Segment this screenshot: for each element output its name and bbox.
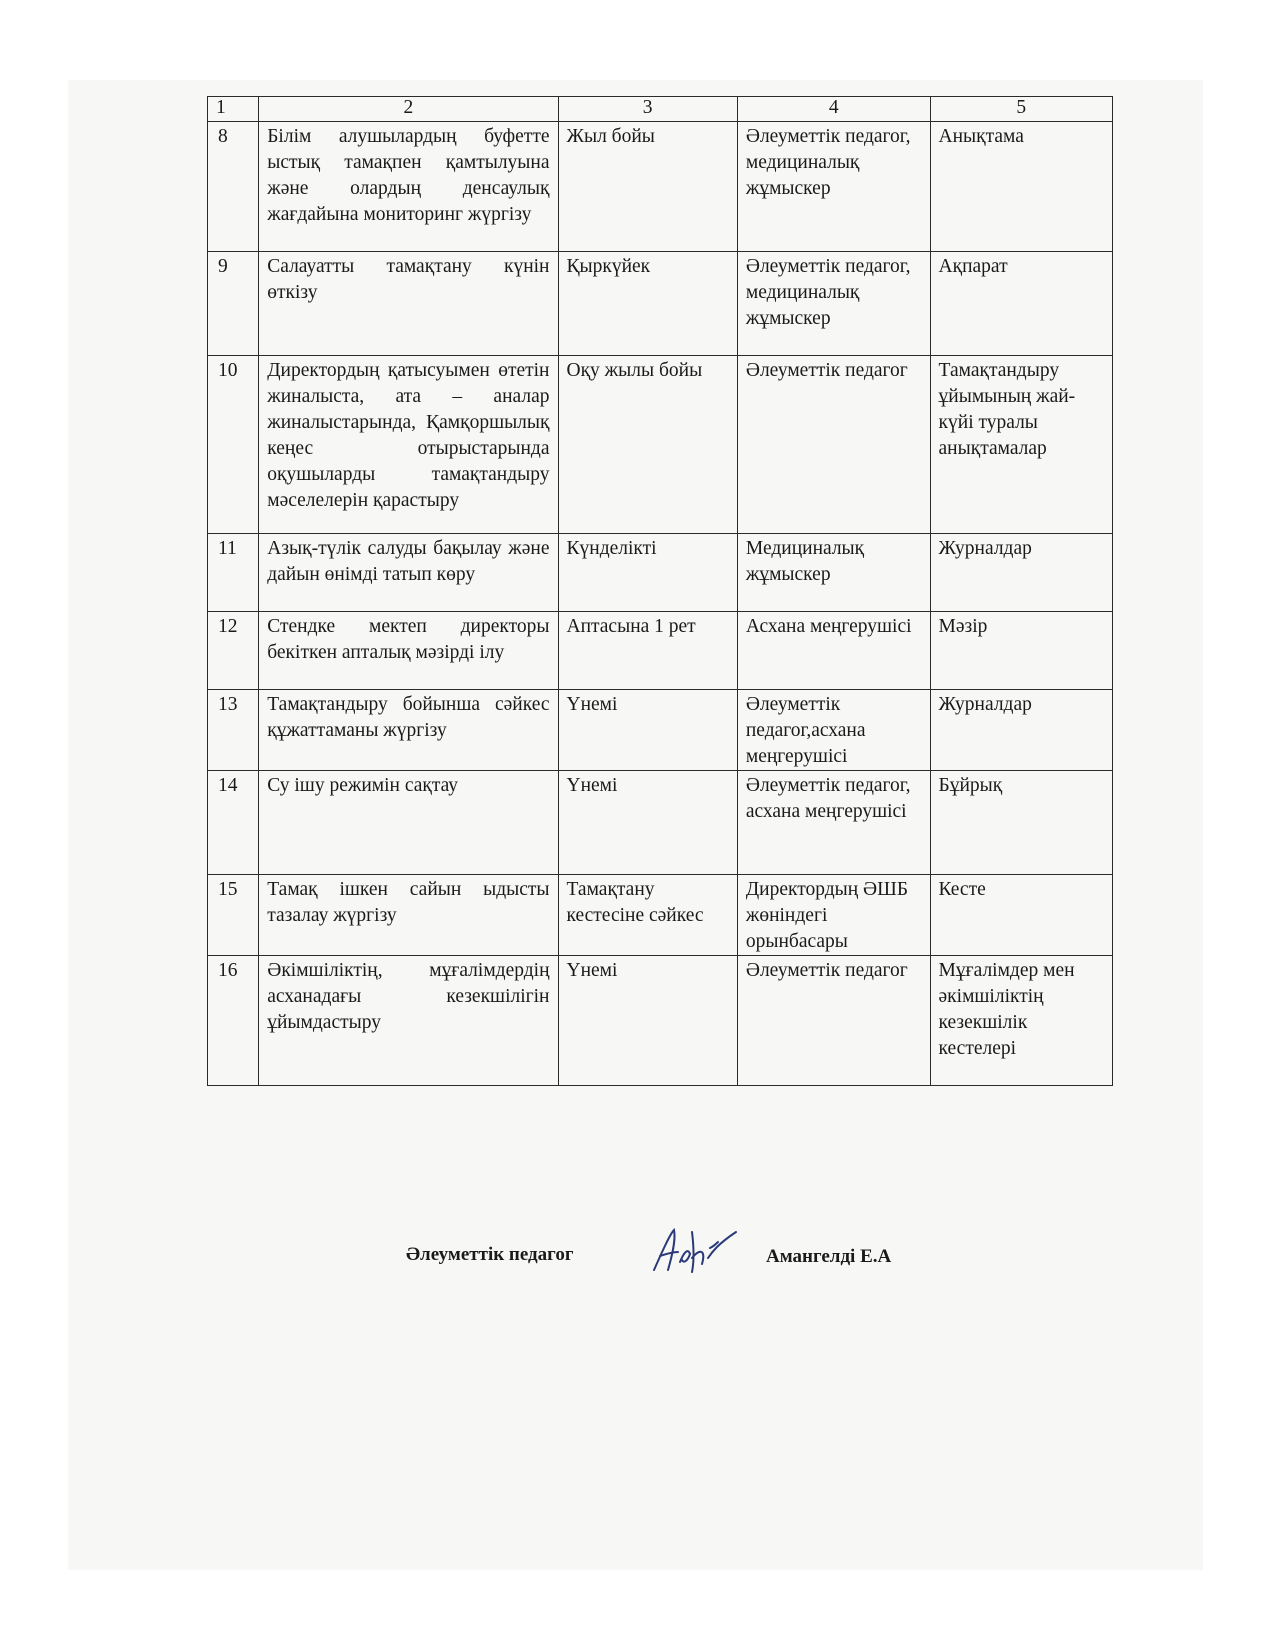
header-cell: 5	[930, 97, 1112, 122]
row-time: Үнемі	[558, 690, 737, 771]
row-number: 14	[208, 771, 259, 875]
signature-block	[0, 1232, 1275, 1292]
table-row	[208, 690, 1113, 771]
row-result: Журналдар	[930, 690, 1112, 771]
row-task: Азық-түлік салуды бақылау және дайын өнімді татып көру	[259, 534, 558, 612]
row-responsible: Әлеуметтік педагог	[737, 956, 930, 1086]
row-number: 11	[208, 534, 259, 612]
row-responsible: Асхана меңгерушісі	[737, 612, 930, 690]
row-result: Мұғалімдер мен әкімшіліктің кезекшілік кестелері	[930, 956, 1112, 1086]
row-result: Мәзір	[930, 612, 1112, 690]
header-cell: 3	[558, 97, 737, 122]
header-cell: 1	[208, 97, 259, 122]
row-responsible: Әлеуметтік педагог, асхана меңгерушісі	[737, 771, 930, 875]
table-row	[208, 534, 1113, 612]
table-row	[208, 252, 1113, 356]
row-number: 12	[208, 612, 259, 690]
row-time: Қыркүйек	[558, 252, 737, 356]
row-result: Бұйрық	[930, 771, 1112, 875]
row-responsible: Әлеуметтік педагог,асхана меңгерушісі	[737, 690, 930, 771]
row-task: Тамақ ішкен сайын ыдысты тазалау жүргізу	[259, 875, 558, 956]
row-task: Директордың қатысуымен өтетін жиналыста, ата – аналар жиналыстарында, Қамқоршылық кеңес отырыстарында оқушыларды тамақтандыру мәселелерін қарастыру	[259, 356, 558, 534]
row-number: 15	[208, 875, 259, 956]
signatory-position: Әлеуметтік педагог	[406, 1244, 574, 1265]
activity-table	[207, 96, 1113, 1086]
row-result: Тамақтандыру ұйымының жай-күйі туралы анықтамалар	[930, 356, 1112, 534]
header-cell: 2	[259, 97, 558, 122]
row-time: Жыл бойы	[558, 122, 737, 252]
table-row	[208, 122, 1113, 252]
table-row	[208, 875, 1113, 956]
table-header-row	[208, 97, 1113, 122]
row-task: Су ішу режимін сақтау	[259, 771, 558, 875]
row-result: Ақпарат	[930, 252, 1112, 356]
row-result: Анықтама	[930, 122, 1112, 252]
table-row	[208, 356, 1113, 534]
signatory-name: Амангелді Е.А	[766, 1246, 892, 1267]
row-time: Оқу жылы бойы	[558, 356, 737, 534]
row-task: Стендке мектеп директоры бекіткен апталық мәзірді ілу	[259, 612, 558, 690]
row-result: Журналдар	[930, 534, 1112, 612]
row-time: Үнемі	[558, 956, 737, 1086]
handwritten-signature	[648, 1222, 744, 1282]
row-task: Білім алушылардың буфетте ыстық тамақпен қамтылуына және олардың денсаулық жағдайына мониторинг жүргізу	[259, 122, 558, 252]
row-number: 8	[208, 122, 259, 252]
row-result: Кесте	[930, 875, 1112, 956]
row-task: Салауатты тамақтану күнін өткізу	[259, 252, 558, 356]
row-responsible: Әлеуметтік педагог	[737, 356, 930, 534]
row-number: 16	[208, 956, 259, 1086]
row-time: Тамақтану кестесіне сәйкес	[558, 875, 737, 956]
table-row	[208, 612, 1113, 690]
row-responsible: Директордың ӘШБ жөніндегі орынбасары	[737, 875, 930, 956]
row-number: 10	[208, 356, 259, 534]
row-time: Үнемі	[558, 771, 737, 875]
row-responsible: Әлеуметтік педагог, медициналық жұмыскер	[737, 122, 930, 252]
row-responsible: Әлеуметтік педагог, медициналық жұмыскер	[737, 252, 930, 356]
row-task: Әкімшіліктің, мұғалімдердің асханадағы кезекшілігін ұйымдастыру	[259, 956, 558, 1086]
row-number: 13	[208, 690, 259, 771]
row-responsible: Медициналық жұмыскер	[737, 534, 930, 612]
row-task: Тамақтандыру бойынша сәйкес құжаттаманы жүргізу	[259, 690, 558, 771]
header-cell: 4	[737, 97, 930, 122]
table-row	[208, 956, 1113, 1086]
row-number: 9	[208, 252, 259, 356]
row-time: Күнделікті	[558, 534, 737, 612]
table-row	[208, 771, 1113, 875]
row-time: Аптасына 1 рет	[558, 612, 737, 690]
